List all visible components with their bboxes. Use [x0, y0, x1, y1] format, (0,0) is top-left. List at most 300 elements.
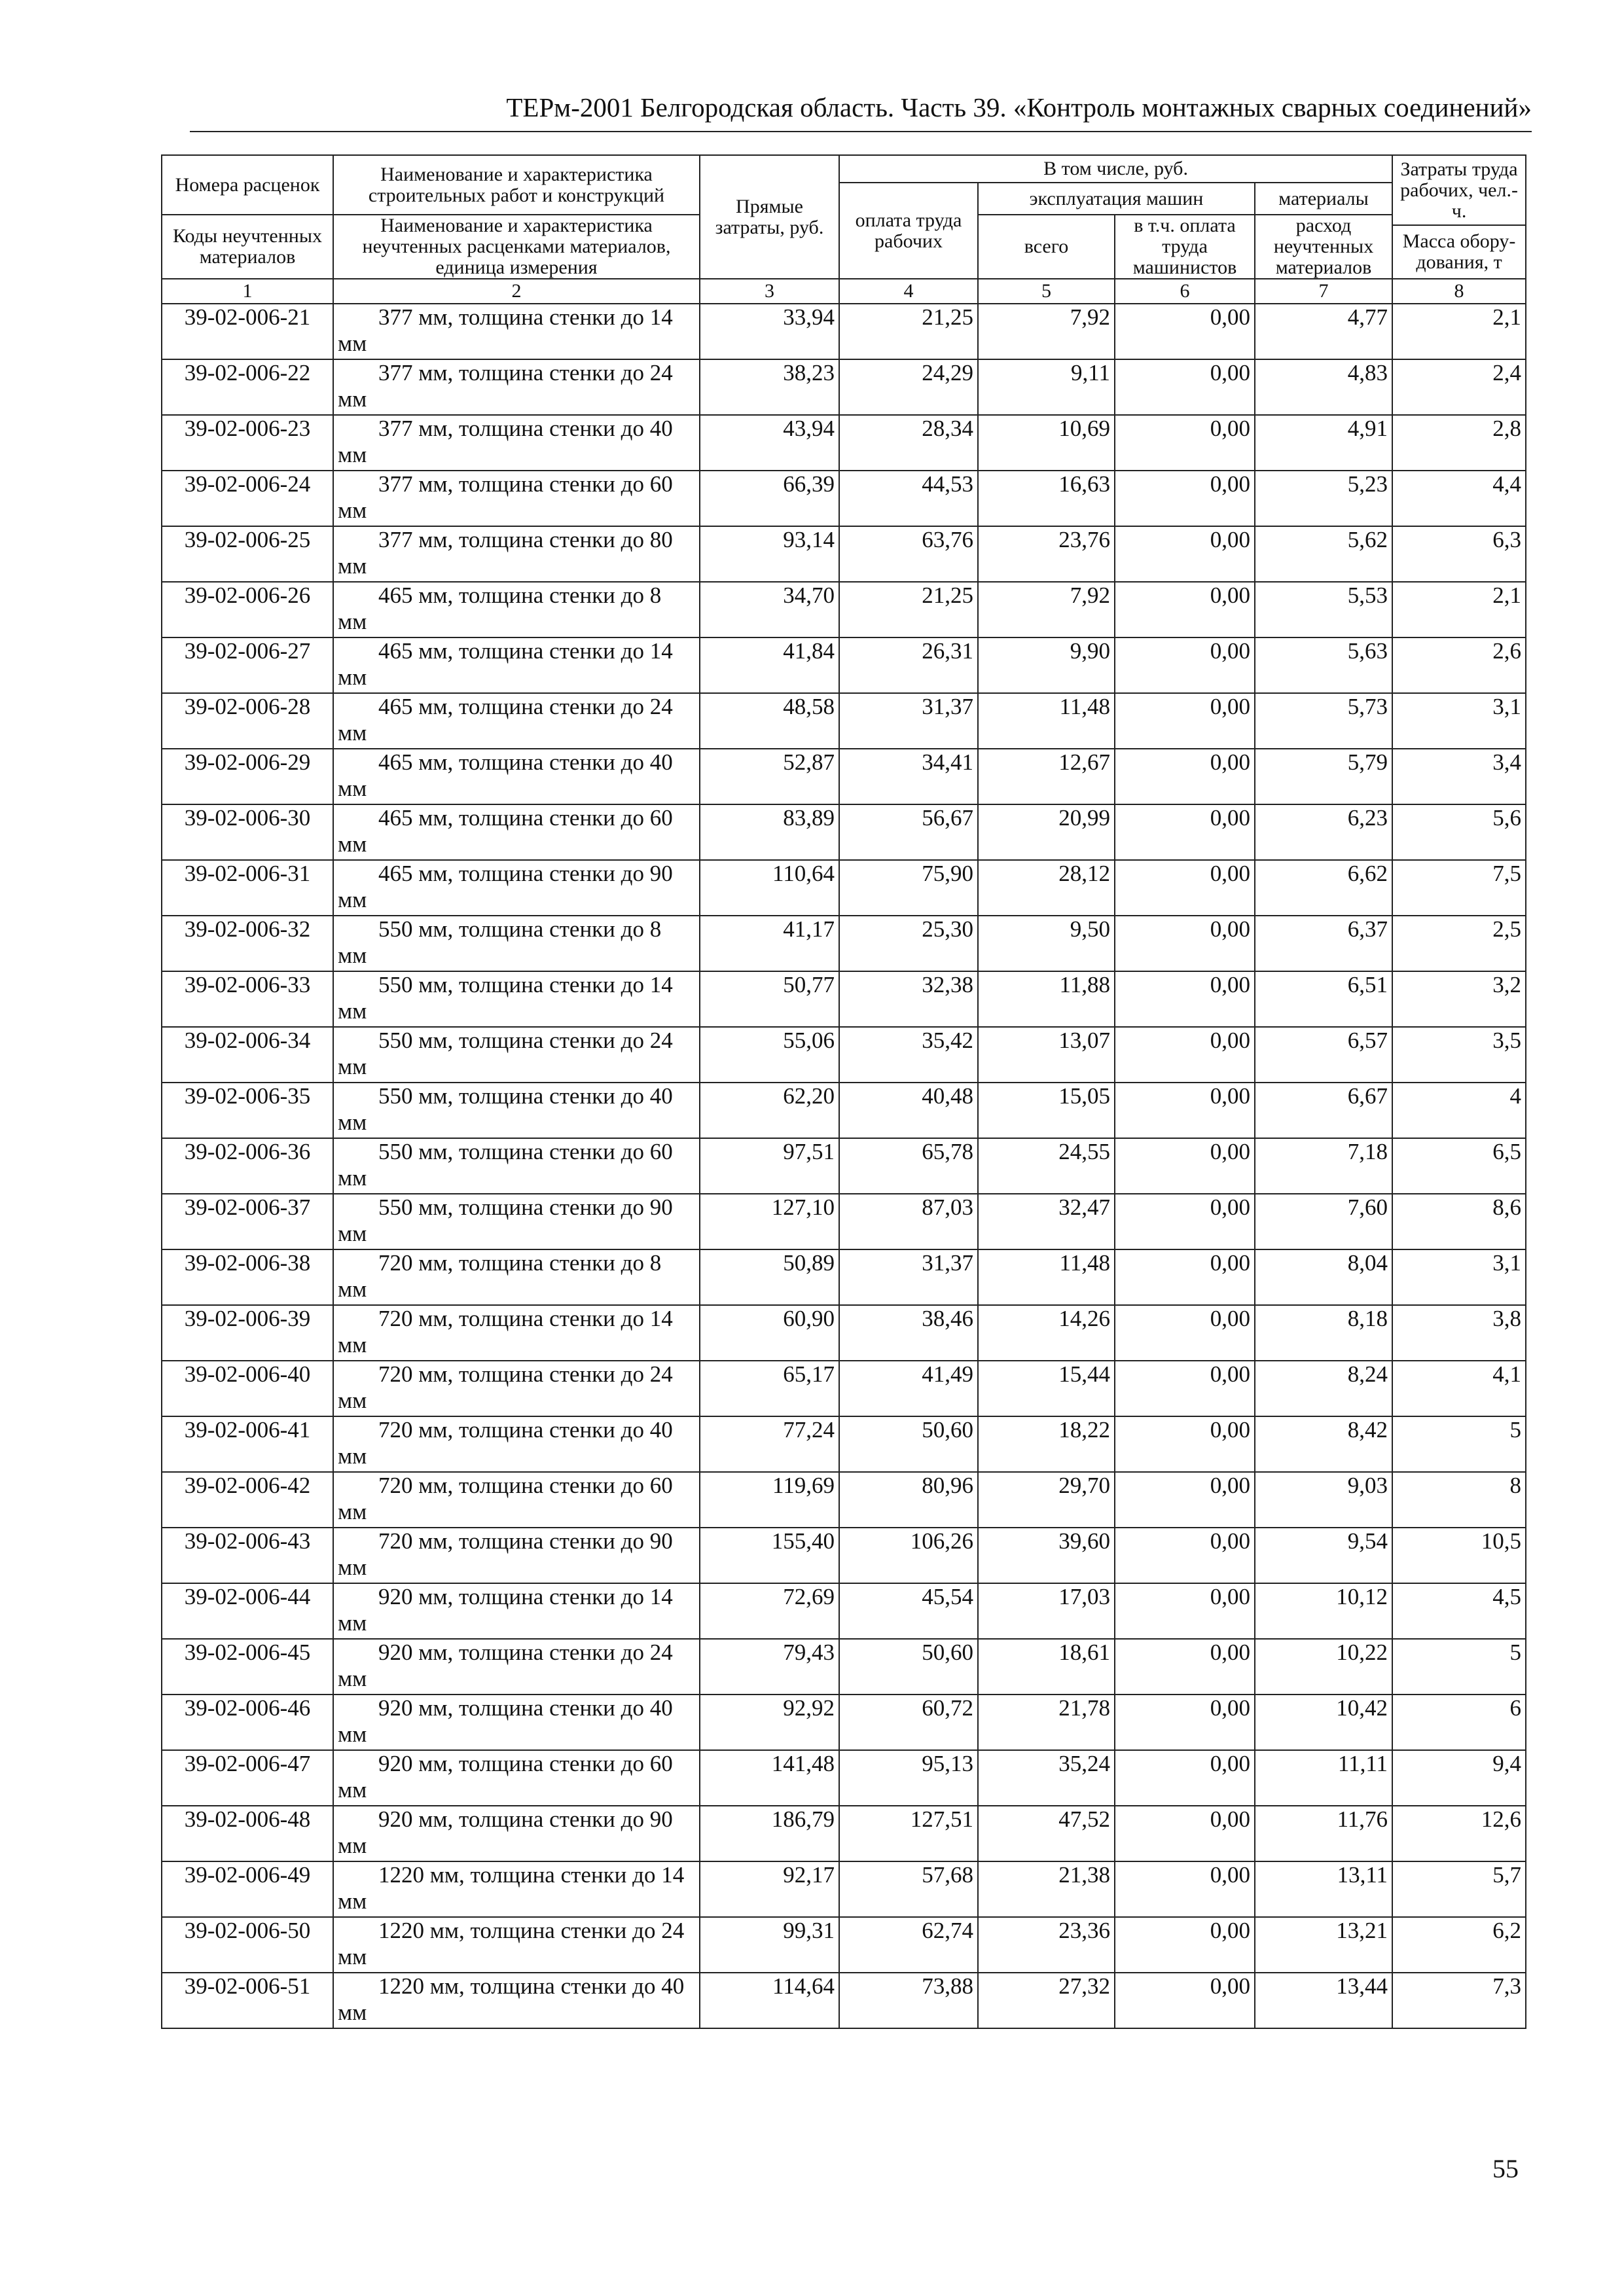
rate-code-cell: 39-02-006-33 — [162, 971, 333, 1027]
labor-hours-cell: 4,4 — [1392, 471, 1526, 526]
labor-pay-cell: 24,29 — [839, 359, 978, 415]
labor-hours-cell: 4,5 — [1392, 1583, 1526, 1639]
labor-pay-cell: 56,67 — [839, 804, 978, 860]
machinist-pay-cell: 0,00 — [1115, 1861, 1255, 1917]
work-name-cell: 465 мм, толщина стенки до 24 мм — [333, 693, 700, 749]
direct-cost-cell: 114,64 — [700, 1973, 839, 2028]
table-row — [162, 1583, 1526, 1639]
machinist-pay-cell: 0,00 — [1115, 1194, 1255, 1249]
labor-pay-cell: 44,53 — [839, 471, 978, 526]
materials-cell: 7,18 — [1255, 1138, 1392, 1194]
work-name-cell: 465 мм, толщина стенки до 8 мм — [333, 582, 700, 637]
table-row — [162, 582, 1526, 637]
table-row — [162, 1973, 1526, 2028]
machine-total-cell: 7,92 — [978, 582, 1115, 637]
table-row — [162, 1917, 1526, 1973]
table-row — [162, 1861, 1526, 1917]
machine-total-cell: 15,44 — [978, 1361, 1115, 1416]
column-number: 8 — [1392, 279, 1526, 304]
work-name-cell: 720 мм, толщина стенки до 24 мм — [333, 1361, 700, 1416]
labor-pay-cell: 80,96 — [839, 1472, 978, 1528]
column-number: 5 — [978, 279, 1115, 304]
labor-hours-cell: 3,4 — [1392, 749, 1526, 804]
machinist-pay-cell: 0,00 — [1115, 1528, 1255, 1583]
direct-cost-cell: 92,17 — [700, 1861, 839, 1917]
labor-pay-cell: 50,60 — [839, 1416, 978, 1472]
direct-cost-cell: 186,79 — [700, 1806, 839, 1861]
direct-cost-cell: 50,77 — [700, 971, 839, 1027]
machine-total-cell: 11,88 — [978, 971, 1115, 1027]
header-labor-costs: Затраты труда рабочих, чел.-ч. — [1392, 155, 1526, 225]
rate-code-cell: 39-02-006-21 — [162, 304, 333, 359]
page-number: 55 — [1492, 2154, 1519, 2183]
direct-cost-cell: 155,40 — [700, 1528, 839, 1583]
table-row — [162, 1249, 1526, 1305]
table-row — [162, 1361, 1526, 1416]
table-body — [162, 304, 1526, 2028]
rate-code-cell: 39-02-006-34 — [162, 1027, 333, 1083]
machinist-pay-cell: 0,00 — [1115, 749, 1255, 804]
machinist-pay-cell: 0,00 — [1115, 415, 1255, 471]
materials-cell: 5,73 — [1255, 693, 1392, 749]
header-unaccounted-codes: Коды неучтенных материалов — [162, 215, 333, 279]
machinist-pay-cell: 0,00 — [1115, 1750, 1255, 1806]
work-name-cell: 1220 мм, толщина стенки до 40 мм — [333, 1973, 700, 2028]
rate-code-cell: 39-02-006-37 — [162, 1194, 333, 1249]
machine-total-cell: 18,61 — [978, 1639, 1115, 1695]
work-name-cell: 720 мм, толщина стенки до 40 мм — [333, 1416, 700, 1472]
labor-hours-cell: 10,5 — [1392, 1528, 1526, 1583]
direct-cost-cell: 41,84 — [700, 637, 839, 693]
materials-cell: 5,63 — [1255, 637, 1392, 693]
labor-hours-cell: 3,5 — [1392, 1027, 1526, 1083]
labor-pay-cell: 106,26 — [839, 1528, 978, 1583]
table-row — [162, 693, 1526, 749]
work-name-cell: 465 мм, толщина стенки до 40 мм — [333, 749, 700, 804]
labor-pay-cell: 31,37 — [839, 693, 978, 749]
table-row — [162, 804, 1526, 860]
machine-total-cell: 20,99 — [978, 804, 1115, 860]
table-row — [162, 1305, 1526, 1361]
labor-hours-cell: 12,6 — [1392, 1806, 1526, 1861]
labor-pay-cell: 41,49 — [839, 1361, 978, 1416]
direct-cost-cell: 141,48 — [700, 1750, 839, 1806]
machinist-pay-cell: 0,00 — [1115, 1973, 1255, 2028]
work-name-cell: 720 мм, толщина стенки до 90 мм — [333, 1528, 700, 1583]
header-machine-total: всего — [978, 215, 1115, 279]
machine-total-cell: 32,47 — [978, 1194, 1115, 1249]
machine-total-cell: 7,92 — [978, 304, 1115, 359]
table-row — [162, 1083, 1526, 1138]
machinist-pay-cell: 0,00 — [1115, 1695, 1255, 1750]
work-name-cell: 920 мм, толщина стенки до 60 мм — [333, 1750, 700, 1806]
work-name-cell: 377 мм, толщина стенки до 60 мм — [333, 471, 700, 526]
machine-total-cell: 23,36 — [978, 1917, 1115, 1973]
materials-cell: 4,83 — [1255, 359, 1392, 415]
rate-code-cell: 39-02-006-23 — [162, 415, 333, 471]
header-equipment-mass: Масса обору- дования, т — [1392, 225, 1526, 279]
rate-code-cell: 39-02-006-42 — [162, 1472, 333, 1528]
machinist-pay-cell: 0,00 — [1115, 804, 1255, 860]
labor-pay-cell: 21,25 — [839, 582, 978, 637]
direct-cost-cell: 79,43 — [700, 1639, 839, 1695]
work-name-cell: 465 мм, толщина стенки до 60 мм — [333, 804, 700, 860]
machinist-pay-cell: 0,00 — [1115, 693, 1255, 749]
column-number: 6 — [1115, 279, 1255, 304]
direct-cost-cell: 43,94 — [700, 415, 839, 471]
labor-hours-cell: 5 — [1392, 1639, 1526, 1695]
table-row — [162, 415, 1526, 471]
rate-table — [161, 154, 1526, 2029]
labor-pay-cell: 21,25 — [839, 304, 978, 359]
rate-code-cell: 39-02-006-29 — [162, 749, 333, 804]
table-row — [162, 1027, 1526, 1083]
direct-cost-cell: 65,17 — [700, 1361, 839, 1416]
direct-cost-cell: 83,89 — [700, 804, 839, 860]
machine-total-cell: 47,52 — [978, 1806, 1115, 1861]
labor-hours-cell: 5,7 — [1392, 1861, 1526, 1917]
work-name-cell: 550 мм, толщина стенки до 8 мм — [333, 916, 700, 971]
rate-code-cell: 39-02-006-45 — [162, 1639, 333, 1695]
machine-total-cell: 21,38 — [978, 1861, 1115, 1917]
table-row — [162, 1639, 1526, 1695]
column-number: 2 — [333, 279, 700, 304]
rate-code-cell: 39-02-006-31 — [162, 860, 333, 916]
table-row — [162, 749, 1526, 804]
table-row — [162, 359, 1526, 415]
table-row — [162, 916, 1526, 971]
machinist-pay-cell: 0,00 — [1115, 1027, 1255, 1083]
machine-total-cell: 29,70 — [978, 1472, 1115, 1528]
direct-cost-cell: 127,10 — [700, 1194, 839, 1249]
direct-cost-cell: 60,90 — [700, 1305, 839, 1361]
labor-hours-cell: 8,6 — [1392, 1194, 1526, 1249]
direct-cost-cell: 93,14 — [700, 526, 839, 582]
direct-cost-cell: 50,89 — [700, 1249, 839, 1305]
rate-code-cell: 39-02-006-36 — [162, 1138, 333, 1194]
rate-code-cell: 39-02-006-24 — [162, 471, 333, 526]
table-row — [162, 471, 1526, 526]
machine-total-cell: 21,78 — [978, 1695, 1115, 1750]
labor-pay-cell: 35,42 — [839, 1027, 978, 1083]
table-row — [162, 637, 1526, 693]
labor-pay-cell: 45,54 — [839, 1583, 978, 1639]
labor-pay-cell: 62,74 — [839, 1917, 978, 1973]
labor-pay-cell: 57,68 — [839, 1861, 978, 1917]
machine-total-cell: 9,11 — [978, 359, 1115, 415]
labor-hours-cell: 9,4 — [1392, 1750, 1526, 1806]
column-number: 1 — [162, 279, 333, 304]
materials-cell: 5,62 — [1255, 526, 1392, 582]
materials-cell: 8,04 — [1255, 1249, 1392, 1305]
machine-total-cell: 23,76 — [978, 526, 1115, 582]
direct-cost-cell: 119,69 — [700, 1472, 839, 1528]
materials-cell: 8,18 — [1255, 1305, 1392, 1361]
labor-pay-cell: 87,03 — [839, 1194, 978, 1249]
direct-cost-cell: 97,51 — [700, 1138, 839, 1194]
rate-code-cell: 39-02-006-41 — [162, 1416, 333, 1472]
direct-cost-cell: 55,06 — [700, 1027, 839, 1083]
materials-cell: 5,53 — [1255, 582, 1392, 637]
work-name-cell: 920 мм, толщина стенки до 14 мм — [333, 1583, 700, 1639]
rate-code-cell: 39-02-006-22 — [162, 359, 333, 415]
direct-cost-cell: 41,17 — [700, 916, 839, 971]
labor-pay-cell: 40,48 — [839, 1083, 978, 1138]
materials-cell: 9,54 — [1255, 1528, 1392, 1583]
labor-hours-cell: 6,2 — [1392, 1917, 1526, 1973]
materials-cell: 6,62 — [1255, 860, 1392, 916]
table-row — [162, 304, 1526, 359]
labor-hours-cell: 8 — [1392, 1472, 1526, 1528]
rate-code-cell: 39-02-006-39 — [162, 1305, 333, 1361]
labor-hours-cell: 5,6 — [1392, 804, 1526, 860]
labor-pay-cell: 95,13 — [839, 1750, 978, 1806]
labor-hours-cell: 4,1 — [1392, 1361, 1526, 1416]
header-unaccounted-name: Наименование и характеристика неучтенных расценками материалов, единица измерения — [333, 215, 700, 279]
rate-code-cell: 39-02-006-28 — [162, 693, 333, 749]
labor-pay-cell: 63,76 — [839, 526, 978, 582]
table-row — [162, 971, 1526, 1027]
machinist-pay-cell: 0,00 — [1115, 1305, 1255, 1361]
labor-hours-cell: 6,3 — [1392, 526, 1526, 582]
materials-cell: 11,11 — [1255, 1750, 1392, 1806]
labor-hours-cell: 7,3 — [1392, 1973, 1526, 2028]
rate-code-cell: 39-02-006-50 — [162, 1917, 333, 1973]
machinist-pay-cell: 0,00 — [1115, 1416, 1255, 1472]
machinist-pay-cell: 0,00 — [1115, 860, 1255, 916]
labor-pay-cell: 31,37 — [839, 1249, 978, 1305]
machinist-pay-cell: 0,00 — [1115, 1806, 1255, 1861]
materials-cell: 5,23 — [1255, 471, 1392, 526]
work-name-cell: 550 мм, толщина стенки до 24 мм — [333, 1027, 700, 1083]
labor-hours-cell: 2,8 — [1392, 415, 1526, 471]
materials-cell: 8,42 — [1255, 1416, 1392, 1472]
header-rate-numbers: Номера расценок — [162, 155, 333, 215]
work-name-cell: 1220 мм, толщина стенки до 14 мм — [333, 1861, 700, 1917]
header-materials: материалы — [1255, 183, 1392, 215]
table-row — [162, 526, 1526, 582]
direct-cost-cell: 33,94 — [700, 304, 839, 359]
materials-cell: 6,37 — [1255, 916, 1392, 971]
materials-cell: 8,24 — [1255, 1361, 1392, 1416]
labor-hours-cell: 2,1 — [1392, 304, 1526, 359]
table-row — [162, 1138, 1526, 1194]
rate-code-cell: 39-02-006-49 — [162, 1861, 333, 1917]
machinist-pay-cell: 0,00 — [1115, 1249, 1255, 1305]
labor-pay-cell: 73,88 — [839, 1973, 978, 2028]
direct-cost-cell: 99,31 — [700, 1917, 839, 1973]
labor-hours-cell: 6 — [1392, 1695, 1526, 1750]
work-name-cell: 377 мм, толщина стенки до 40 мм — [333, 415, 700, 471]
rate-code-cell: 39-02-006-27 — [162, 637, 333, 693]
table-row — [162, 1528, 1526, 1583]
labor-pay-cell: 60,72 — [839, 1695, 978, 1750]
table-row — [162, 1416, 1526, 1472]
direct-cost-cell: 92,92 — [700, 1695, 839, 1750]
table-row — [162, 1750, 1526, 1806]
materials-cell: 4,91 — [1255, 415, 1392, 471]
machinist-pay-cell: 0,00 — [1115, 1583, 1255, 1639]
labor-hours-cell: 4 — [1392, 1083, 1526, 1138]
machine-total-cell: 9,50 — [978, 916, 1115, 971]
labor-pay-cell: 34,41 — [839, 749, 978, 804]
work-name-cell: 920 мм, толщина стенки до 40 мм — [333, 1695, 700, 1750]
machinist-pay-cell: 0,00 — [1115, 1083, 1255, 1138]
machine-total-cell: 28,12 — [978, 860, 1115, 916]
machine-total-cell: 15,05 — [978, 1083, 1115, 1138]
machine-total-cell: 24,55 — [978, 1138, 1115, 1194]
work-name-cell: 1220 мм, толщина стенки до 24 мм — [333, 1917, 700, 1973]
work-name-cell: 920 мм, толщина стенки до 90 мм — [333, 1806, 700, 1861]
work-name-cell: 465 мм, толщина стенки до 14 мм — [333, 637, 700, 693]
header-including: В том числе, руб. — [839, 155, 1392, 183]
machinist-pay-cell: 0,00 — [1115, 526, 1255, 582]
materials-cell: 4,77 — [1255, 304, 1392, 359]
machine-total-cell: 13,07 — [978, 1027, 1115, 1083]
work-name-cell: 377 мм, толщина стенки до 24 мм — [333, 359, 700, 415]
labor-hours-cell: 2,1 — [1392, 582, 1526, 637]
machinist-pay-cell: 0,00 — [1115, 916, 1255, 971]
table-row — [162, 1695, 1526, 1750]
machine-total-cell: 10,69 — [978, 415, 1115, 471]
materials-cell: 13,11 — [1255, 1861, 1392, 1917]
materials-cell: 6,57 — [1255, 1027, 1392, 1083]
labor-pay-cell: 65,78 — [839, 1138, 978, 1194]
column-number: 4 — [839, 279, 978, 304]
materials-cell: 13,21 — [1255, 1917, 1392, 1973]
header-machinist-pay: в т.ч. оплата труда машинистов — [1115, 215, 1255, 279]
labor-pay-cell: 50,60 — [839, 1639, 978, 1695]
labor-pay-cell: 75,90 — [839, 860, 978, 916]
rate-code-cell: 39-02-006-25 — [162, 526, 333, 582]
labor-hours-cell: 7,5 — [1392, 860, 1526, 916]
rate-code-cell: 39-02-006-38 — [162, 1249, 333, 1305]
materials-cell: 5,79 — [1255, 749, 1392, 804]
rate-code-cell: 39-02-006-51 — [162, 1973, 333, 2028]
machinist-pay-cell: 0,00 — [1115, 471, 1255, 526]
running-header: ТЕРм-2001 Белгородская область. Часть 39. «Контроль монтажных сварных соединений» — [190, 92, 1532, 132]
direct-cost-cell: 52,87 — [700, 749, 839, 804]
work-name-cell: 550 мм, толщина стенки до 40 мм — [333, 1083, 700, 1138]
direct-cost-cell: 34,70 — [700, 582, 839, 637]
materials-cell: 7,60 — [1255, 1194, 1392, 1249]
machinist-pay-cell: 0,00 — [1115, 1639, 1255, 1695]
materials-cell: 6,67 — [1255, 1083, 1392, 1138]
labor-pay-cell: 127,51 — [839, 1806, 978, 1861]
table-header — [162, 155, 1526, 304]
direct-cost-cell: 38,23 — [700, 359, 839, 415]
machine-total-cell: 11,48 — [978, 693, 1115, 749]
table-row — [162, 1472, 1526, 1528]
table-row — [162, 1194, 1526, 1249]
work-name-cell: 920 мм, толщина стенки до 24 мм — [333, 1639, 700, 1695]
column-number: 7 — [1255, 279, 1392, 304]
labor-hours-cell: 2,4 — [1392, 359, 1526, 415]
machine-total-cell: 16,63 — [978, 471, 1115, 526]
header-unaccounted-materials-usage: расход неучтенных материалов — [1255, 215, 1392, 279]
machinist-pay-cell: 0,00 — [1115, 582, 1255, 637]
work-name-cell: 720 мм, толщина стенки до 60 мм — [333, 1472, 700, 1528]
machine-total-cell: 11,48 — [978, 1249, 1115, 1305]
work-name-cell: 720 мм, толщина стенки до 8 мм — [333, 1249, 700, 1305]
column-number-row — [162, 279, 1526, 304]
labor-hours-cell: 3,1 — [1392, 693, 1526, 749]
header-machine-operation: эксплуатация машин — [978, 183, 1255, 215]
labor-hours-cell: 5 — [1392, 1416, 1526, 1472]
machine-total-cell: 35,24 — [978, 1750, 1115, 1806]
labor-hours-cell: 3,2 — [1392, 971, 1526, 1027]
header-labor-pay: оплата труда рабочих — [839, 183, 978, 279]
work-name-cell: 720 мм, толщина стенки до 14 мм — [333, 1305, 700, 1361]
table-row — [162, 860, 1526, 916]
work-name-cell: 465 мм, толщина стенки до 90 мм — [333, 860, 700, 916]
rate-code-cell: 39-02-006-40 — [162, 1361, 333, 1416]
work-name-cell: 550 мм, толщина стенки до 90 мм — [333, 1194, 700, 1249]
materials-cell: 10,12 — [1255, 1583, 1392, 1639]
machine-total-cell: 14,26 — [978, 1305, 1115, 1361]
machinist-pay-cell: 0,00 — [1115, 1138, 1255, 1194]
labor-hours-cell: 6,5 — [1392, 1138, 1526, 1194]
labor-pay-cell: 25,30 — [839, 916, 978, 971]
materials-cell: 9,03 — [1255, 1472, 1392, 1528]
direct-cost-cell: 110,64 — [700, 860, 839, 916]
machinist-pay-cell: 0,00 — [1115, 1917, 1255, 1973]
rate-code-cell: 39-02-006-48 — [162, 1806, 333, 1861]
machine-total-cell: 9,90 — [978, 637, 1115, 693]
machinist-pay-cell: 0,00 — [1115, 304, 1255, 359]
machinist-pay-cell: 0,00 — [1115, 971, 1255, 1027]
direct-cost-cell: 72,69 — [700, 1583, 839, 1639]
machine-total-cell: 39,60 — [978, 1528, 1115, 1583]
header-work-name: Наименование и характеристика строительных работ и конструкций — [333, 155, 700, 215]
rate-code-cell: 39-02-006-30 — [162, 804, 333, 860]
machinist-pay-cell: 0,00 — [1115, 637, 1255, 693]
machine-total-cell: 27,32 — [978, 1973, 1115, 2028]
column-number: 3 — [700, 279, 839, 304]
rate-code-cell: 39-02-006-35 — [162, 1083, 333, 1138]
materials-cell: 13,44 — [1255, 1973, 1392, 2028]
labor-pay-cell: 38,46 — [839, 1305, 978, 1361]
labor-pay-cell: 32,38 — [839, 971, 978, 1027]
machine-total-cell: 18,22 — [978, 1416, 1115, 1472]
work-name-cell: 377 мм, толщина стенки до 80 мм — [333, 526, 700, 582]
machine-total-cell: 12,67 — [978, 749, 1115, 804]
labor-pay-cell: 28,34 — [839, 415, 978, 471]
rate-code-cell: 39-02-006-26 — [162, 582, 333, 637]
materials-cell: 6,23 — [1255, 804, 1392, 860]
machinist-pay-cell: 0,00 — [1115, 359, 1255, 415]
table-row — [162, 1806, 1526, 1861]
machinist-pay-cell: 0,00 — [1115, 1361, 1255, 1416]
direct-cost-cell: 66,39 — [700, 471, 839, 526]
rate-code-cell: 39-02-006-47 — [162, 1750, 333, 1806]
header-direct-costs: Прямые затраты, руб. — [700, 155, 839, 279]
rate-code-cell: 39-02-006-44 — [162, 1583, 333, 1639]
materials-cell: 6,51 — [1255, 971, 1392, 1027]
rate-code-cell: 39-02-006-43 — [162, 1528, 333, 1583]
materials-cell: 10,42 — [1255, 1695, 1392, 1750]
work-name-cell: 377 мм, толщина стенки до 14 мм — [333, 304, 700, 359]
rate-code-cell: 39-02-006-32 — [162, 916, 333, 971]
rate-code-cell: 39-02-006-46 — [162, 1695, 333, 1750]
direct-cost-cell: 62,20 — [700, 1083, 839, 1138]
labor-hours-cell: 2,6 — [1392, 637, 1526, 693]
labor-pay-cell: 26,31 — [839, 637, 978, 693]
direct-cost-cell: 48,58 — [700, 693, 839, 749]
materials-cell: 10,22 — [1255, 1639, 1392, 1695]
machine-total-cell: 17,03 — [978, 1583, 1115, 1639]
materials-cell: 11,76 — [1255, 1806, 1392, 1861]
